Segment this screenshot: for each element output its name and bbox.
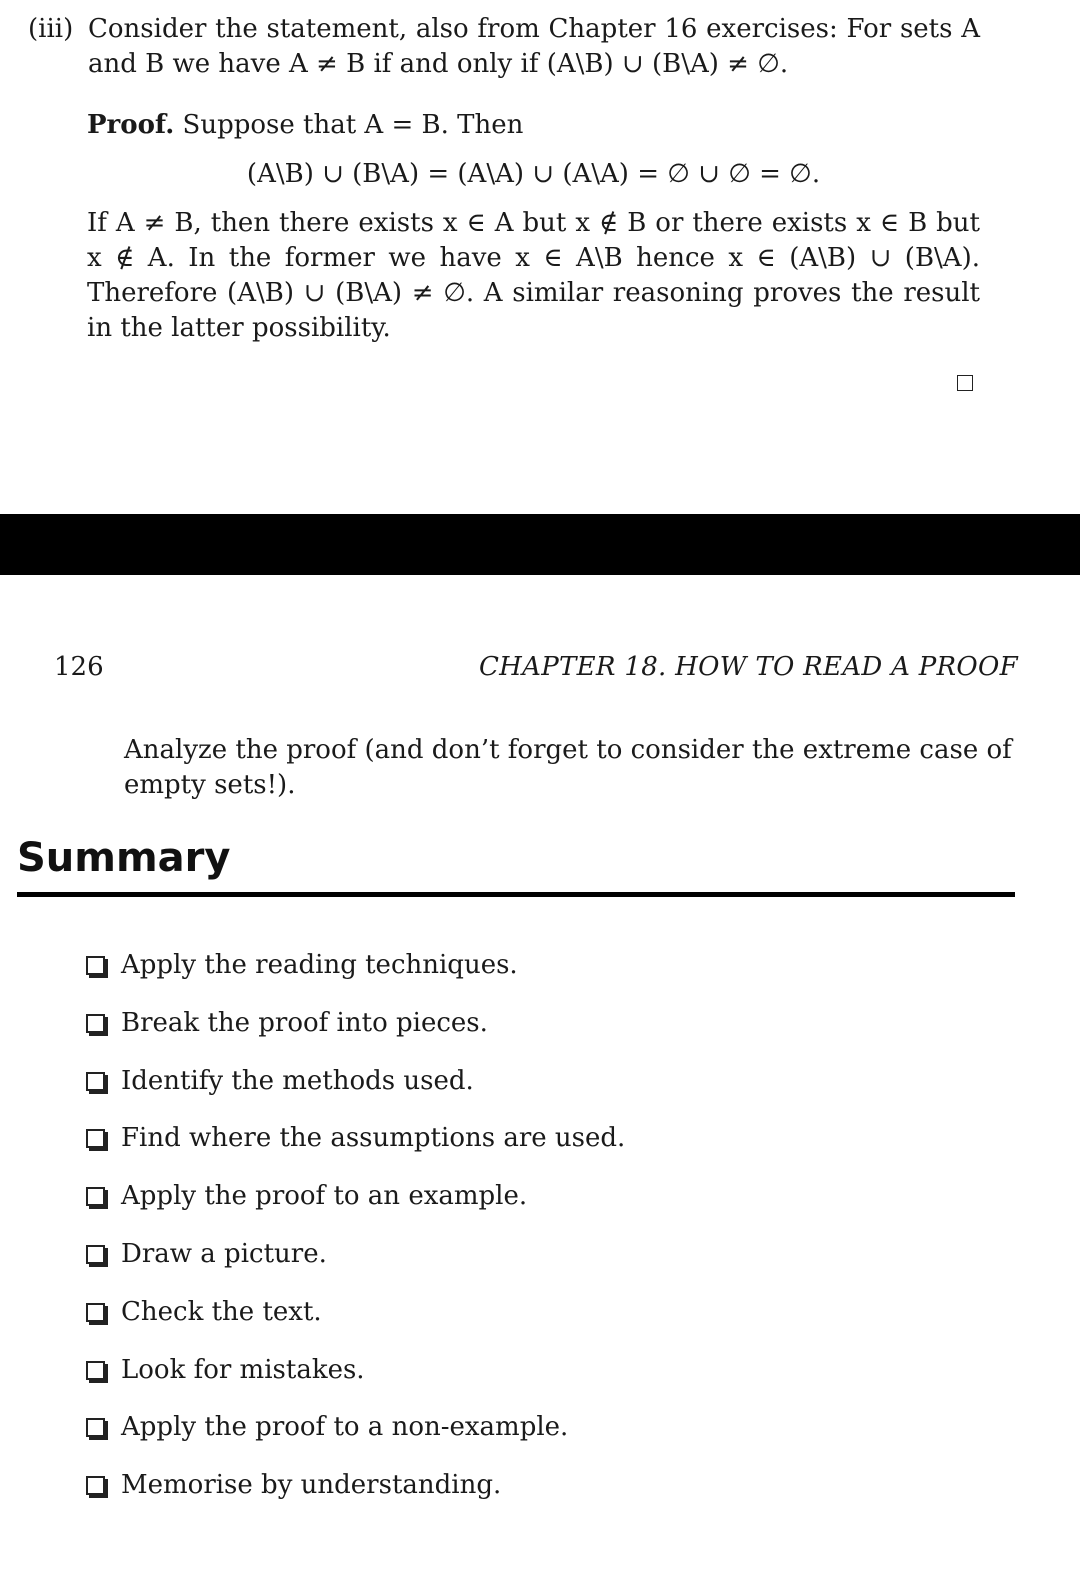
checklist-item-label: Look for mistakes. xyxy=(121,1354,365,1385)
checklist-item xyxy=(86,1179,625,1237)
running-head xyxy=(0,652,1080,688)
exercise-statement: Consider the statement, also from Chapter 16 exercises: For sets A and B we have A ≠ B if and only if (A\B) ∪ (B\A) ≠ ∅. xyxy=(88,14,980,79)
proof-heading: Proof. xyxy=(87,110,175,140)
chapter-title: CHAPTER 18. HOW TO READ A PROOF xyxy=(478,652,1018,682)
checklist-item-label: Apply the proof to an example. xyxy=(121,1181,528,1212)
checkbox-icon xyxy=(86,1187,105,1206)
checklist-item-label: Find where the assumptions are used. xyxy=(121,1123,626,1154)
checklist-item xyxy=(86,1353,625,1411)
checklist-item-label: Check the text. xyxy=(121,1296,322,1327)
checklist-item xyxy=(86,1121,625,1179)
page-number: 126 xyxy=(54,652,104,682)
checklist-item xyxy=(86,1410,625,1468)
checkbox-icon xyxy=(86,1072,105,1091)
summary-heading: Summary xyxy=(17,835,231,881)
proof xyxy=(87,108,980,346)
checklist-item-label: Break the proof into pieces. xyxy=(121,1007,488,1038)
checklist-item xyxy=(86,1237,625,1295)
checkbox-icon xyxy=(86,1303,105,1322)
proof-intro: Suppose that A = B. Then xyxy=(182,110,524,140)
summary-rule xyxy=(17,892,1015,897)
checklist-item-label: Identify the methods used. xyxy=(121,1065,474,1096)
analyze-instruction: Analyze the proof (and don’t forget to consider the extreme case of empty sets!). xyxy=(124,735,1012,800)
checklist-item-label: Draw a picture. xyxy=(121,1238,327,1269)
previous-page-fragment xyxy=(0,0,1080,512)
proof-first-line xyxy=(87,108,980,143)
checkbox-icon xyxy=(86,956,105,975)
display-equation: (A\B) ∪ (B\A) = (A\A) ∪ (A\A) = ∅ ∪ ∅ = ∅. xyxy=(246,159,821,189)
checklist-item xyxy=(86,1006,625,1064)
checklist-item xyxy=(86,948,625,1006)
checkbox-icon xyxy=(86,1014,105,1033)
proof-paragraph: If A ≠ B, then there exists x ∈ A but x ∉ B or there exists x ∈ B but x ∉ A. In the former we have x ∈ A\B hence x ∈ (A\B) ∪ (B\A). Therefore (A\B) ∪ (B\A) ≠ ∅. A similar reasoning proves the result in the latter possibility. xyxy=(87,208,980,343)
checklist-item xyxy=(86,1295,625,1353)
checklist-item xyxy=(86,1064,625,1122)
exercise-iii xyxy=(28,12,980,82)
checklist-item xyxy=(86,1468,625,1526)
page-divider-band xyxy=(0,514,1080,575)
exercise-label: (iii) xyxy=(28,14,74,44)
checkbox-icon xyxy=(86,1418,105,1437)
summary-checklist xyxy=(86,948,625,1526)
checkbox-icon xyxy=(86,1129,105,1148)
checkbox-icon xyxy=(86,1476,105,1495)
qed-square-icon xyxy=(957,375,973,391)
checklist-item-label: Apply the proof to a non-example. xyxy=(121,1412,569,1443)
checkbox-icon xyxy=(86,1245,105,1264)
checklist-item-label: Memorise by understanding. xyxy=(121,1470,502,1501)
checkbox-icon xyxy=(86,1361,105,1380)
checklist-item-label: Apply the reading techniques. xyxy=(121,950,518,980)
